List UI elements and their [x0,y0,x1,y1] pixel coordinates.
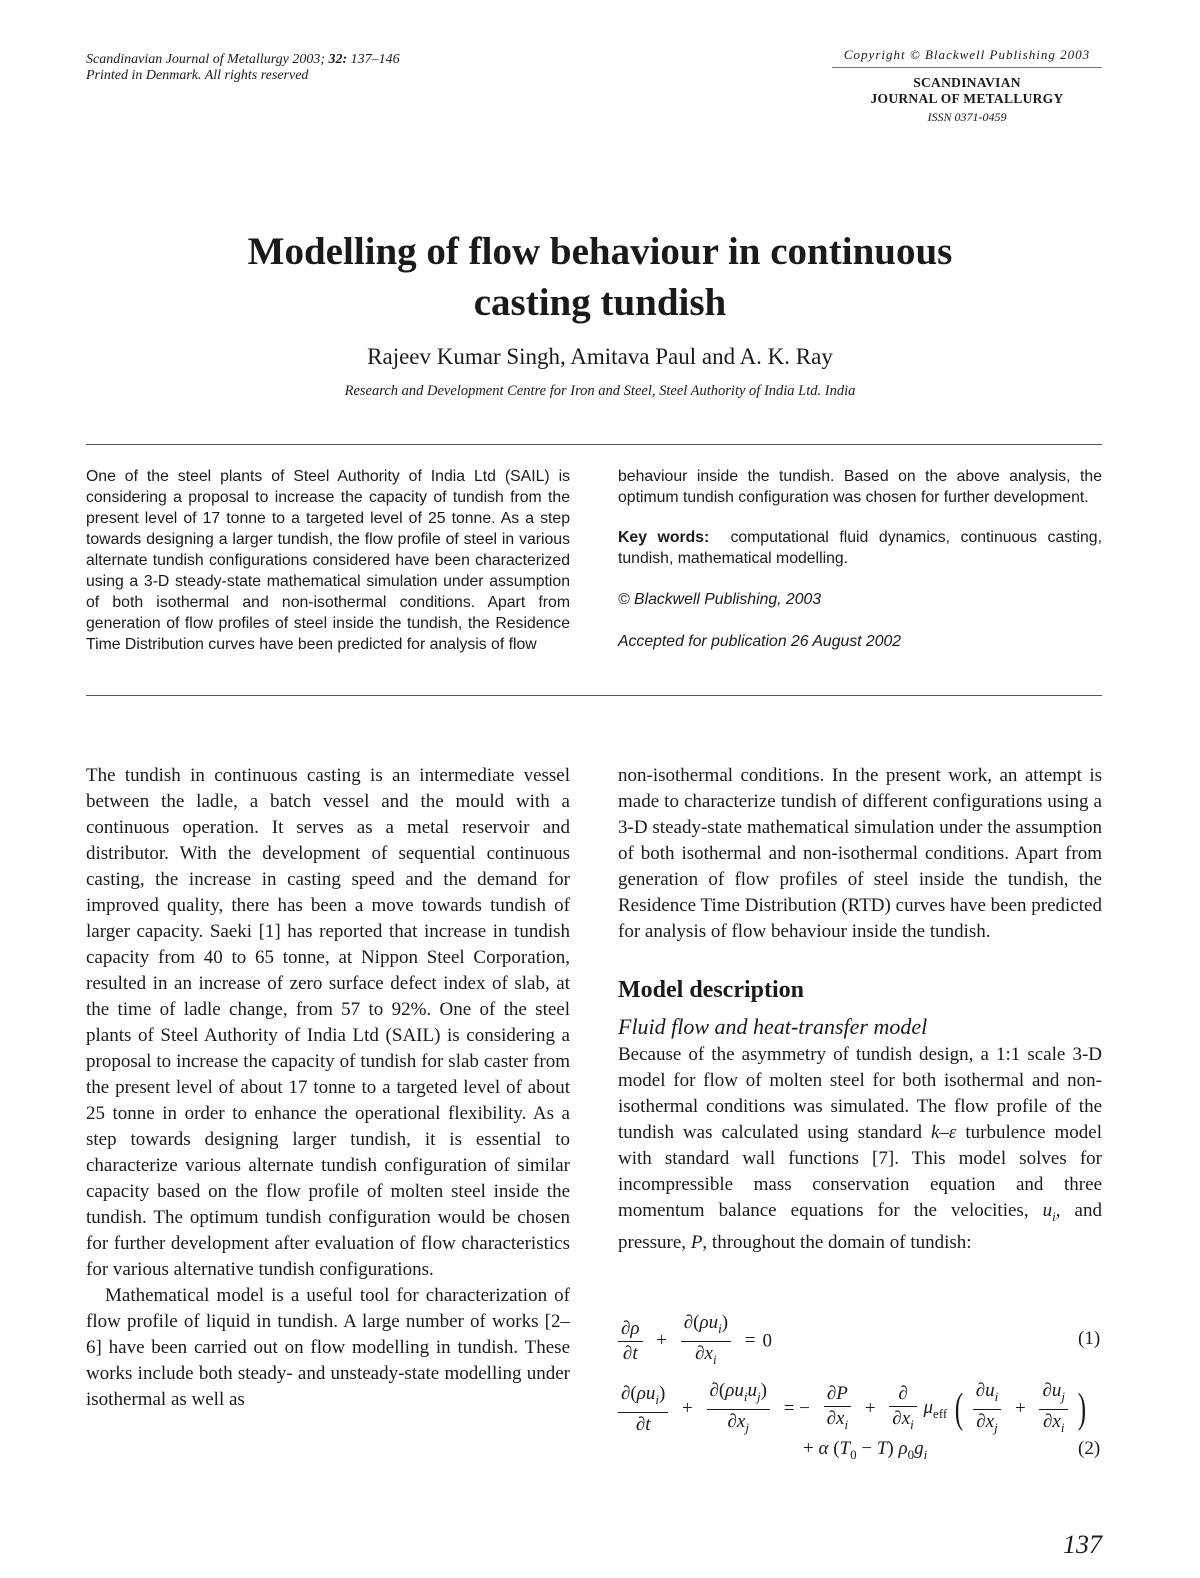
fraction: $\frac{\partial P}{\partial x_i}$ [824,1383,851,1436]
journal-citation-line: Scandinavian Journal of Metallurgy 2003; 32: 137–146 [86,52,400,67]
fraction: $\frac{\partial\rho}{\partial t}$ [618,1318,643,1365]
fraction: $\frac{\partial}{\partial x_i}$ [889,1383,916,1436]
equation-2-number: (2) [1078,1438,1101,1459]
fraction: $\frac{\partial(\rho u_iu_j)}{\partial x_j}$ [707,1380,770,1439]
fraction: $\frac{\partial(\rho u_i)}{\partial t}$ [618,1383,668,1436]
journal-masthead [832,47,1102,125]
issn: ISSN 0371-0459 [927,110,1007,124]
subsection-heading: Fluid flow and heat-transfer model [618,1014,928,1039]
fraction: $\frac{\partial(\rho u_i)}{\partial x_i}$ [681,1312,731,1371]
keywords [618,527,1102,569]
fraction: $\frac{\partial u_j}{\partial x_i}$ [1039,1380,1068,1439]
journal-name: SCANDINAVIAN JOURNAL OF METALLURGY [870,75,1064,106]
equation-1-number: (1) [1078,1328,1101,1349]
abstract-right-column [618,466,1102,652]
body-paragraph: Mathematical model is a useful tool for characterization of flow profile of liquid in tundish. A large number of works [2–6] have been carried out on flow modelling in tundish. These works include both steady- and unsteady-state modelling under isothermal as well as [86,1285,570,1410]
abstract-text: One of the steel plants of Steel Authority of India Ltd (SAIL) is considering a proposal to increase the capacity of tundish from the present level of 17 tonne to a targeted level of 25 tonne. As a step towards designing a larger tundish, the flow profile of steel in various alternate tundish configurations considered have been characterized using a 3-D steady-state mathematical simulation under assumption of both isothermal and non-isothermal conditions. Apart from generation of flow profiles of steel inside the tundish, the Residence Time Distribution curves have been predicted for analysis of flow [86,468,570,653]
abstract-left-column [86,466,570,655]
abstract-text-continued: behaviour inside the tundish. Based on the above analysis, the optimum tundish configuration was chosen for further development. [618,468,1102,506]
article-authors: Rajeev Kumar Singh, Amitava Paul and A. K. Ray [367,344,833,369]
body-paragraph: The tundish in continuous casting is an intermediate vessel between the ladle, a batch vessel and the mould with a continuous operation. It serves as a metal reservoir and distributor. With the development of sequential continuous casting, the increase in casting speed and the demand for improved quality, there has been a move towards tundish of larger capacity. Saeki [1] has reported that increase in tundish capacity from 40 to 65 tonne, at Nippon Steel Corporation, resulted in an increase of zero surface defect index of slab, at the time of ladle change, from 57 to 92%. One of the steel plants of Steel Authority of India Ltd (SAIL) is considering a proposal to increase the capacity of tundish for slab caster from the present level of about 17 tonne to a targeted level of about 25 tonne in order to enhance the operational flexibility. As a step towards designing larger tundish, it is essential to characterize various alternate tundish configuration of similar capacity based on the flow profile of molten steel inside the tundish. The optimum tundish configuration would be chosen for further development after evaluation of flow characteristics for various alternative tundish configurations. [86,765,570,1280]
copyright-line: Copyright © Blackwell Publishing 2003 [832,47,1102,68]
abstract-top-rule [86,444,1102,445]
equation-2: $\frac{\partial(\rho u_i)}{\partial t}$ + $\frac{\partial(\rho u_iu_j)}{\partial x_j}$ = − $\frac{\partial P}{\partial x_i}$ + $\frac{\partial}{\partial x_i}$ $\mu_{eff}$ ( $\frac{\partial u_i}{\partial x_j}$ + $\frac{\partial u_j}{\partial x_i}$ ) [616,1380,1089,1439]
fraction: $\frac{\partial u_i}{\partial x_j}$ [973,1380,1002,1439]
abstract-copyright: © Blackwell Publishing, 2003 [618,591,822,608]
accepted-date: Accepted for publication 26 August 2002 [618,633,902,650]
equation-2-continuation: + α $(T_0 - T)$ $\rho_0g_i$ [803,1438,928,1462]
keywords-text: computational fluid dynamics, continuous casting, tundish, mathematical modelling. [618,529,1102,567]
printed-line: Printed in Denmark. All rights reserved [86,68,309,83]
body-left-column [86,763,570,1413]
equation-1: $\frac{\partial\rho}{\partial t}$ + $\frac{\partial(\rho u_i)}{\partial x_i}$ = 0 [616,1312,772,1371]
body-right-column [618,763,1102,1256]
page-number: 137 [1063,1530,1102,1559]
journal-citation [86,52,400,84]
body-paragraph: Because of the asymmetry of tundish design, a 1:1 scale 3-D model for flow of molten steel for both isothermal and non-isothermal conditions was simulated. The flow profile of the tundish was calculated using standard k–ε turbulence model with standard wall functions [7]. This model solves for incompressible mass conservation equation and three momentum balance equations for the velocities, $u_i$, and pressure, P, throughout the domain of tundish: [618,1044,1102,1253]
article-affiliation: Research and Development Centre for Iron and Steel, Steel Authority of India Ltd. India [344,383,856,399]
keywords-label: Key words: [618,529,710,546]
article-title: Modelling of flow behaviour in continuous casting tundish [247,230,953,324]
section-heading: Model description [618,977,804,1003]
abstract-bottom-rule [86,695,1102,696]
body-paragraph: non-isothermal conditions. In the present work, an attempt is made to characterize tundish of different configurations using a 3-D steady-state mathematical simulation under the assumption of both isothermal and non-isothermal conditions. Apart from generation of flow profiles of steel inside the tundish, the Residence Time Distribution (RTD) curves have been predicted for analysis of flow behaviour inside the tundish. [618,765,1102,942]
